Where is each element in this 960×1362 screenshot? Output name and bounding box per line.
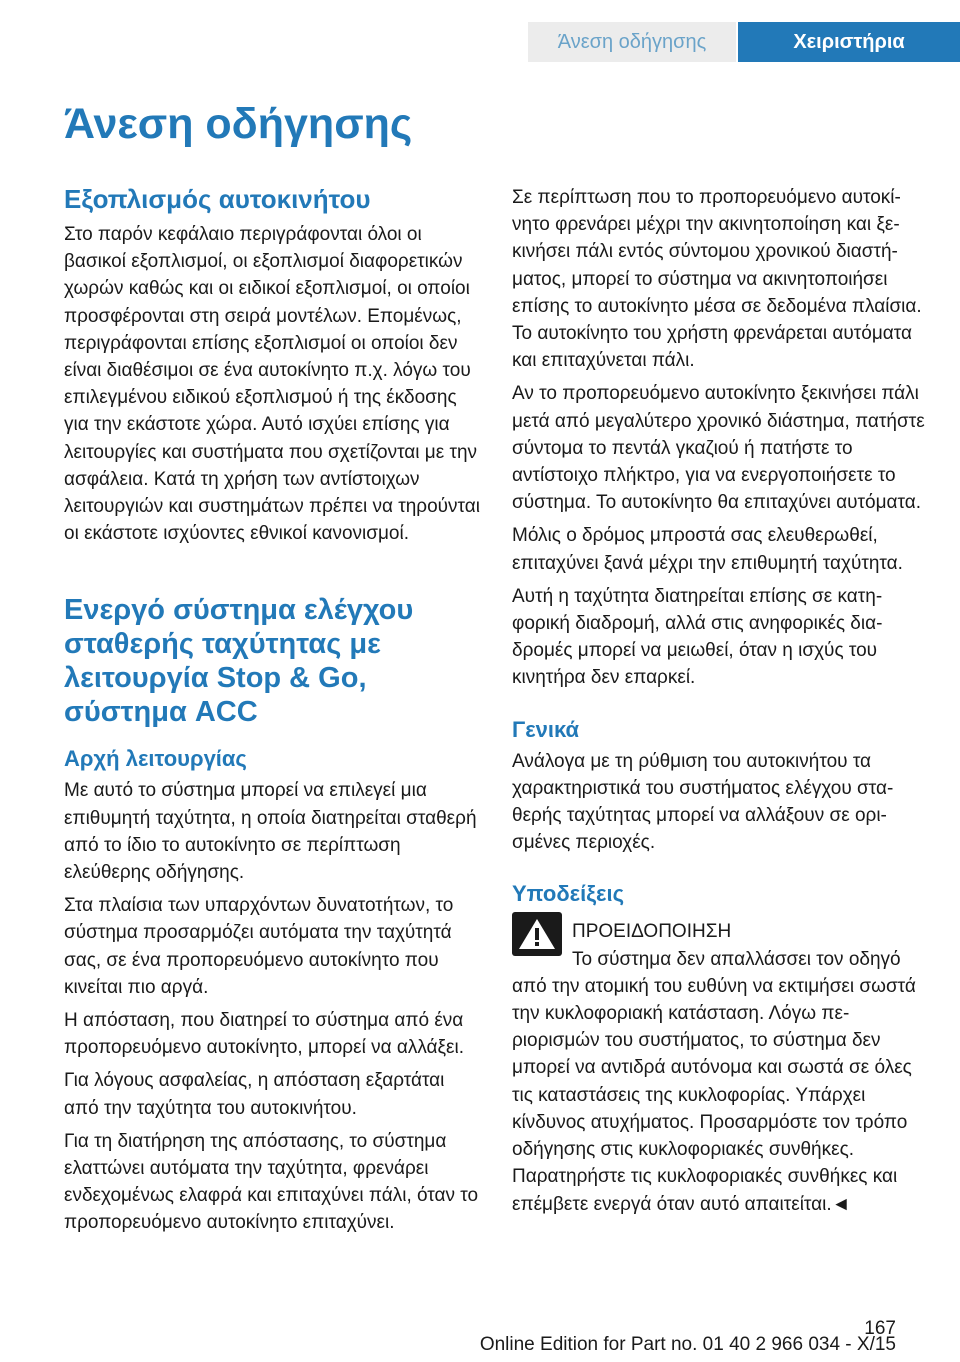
tab-section-comfort[interactable]: Άνεση οδήγησης [528,22,736,62]
equipment-text: Στο παρόν κεφάλαιο περιγράφονται όλοι οι βασικοί εξοπλισμοί, οι εξοπλισμοί διαφορετικών χωρών καθώς και οι ειδικοί εξοπλισμοί, οι οποίοι προσφέρονται στη σειρά μοντέλων. Επομένως, περιγράφονται επίσης εξοπλισμοί οι οποίοι δεν είναι διαθέσιμοι σε ένα αυτοκίνητο π.χ. λόγω του επιλεγμένου ειδικού εξοπλισμού ή της έκδοσης για την εκάστοτε χώρα. Αυτό ισχύει επίσης για λειτουργίες και συστήματα που σχετίζονται με την ασφάλεια. Κατά τη χρήση των αντίστοιχων λειτουργιών και συστημάτων πρέπει να τηρούνται οι εκάστοτε ισχύοντες εθνικοί κανονισμοί. [64,224,480,545]
warning-text: από την ατομική του ευθύνη να εκτιμήσει σωστά την κυκλοφοριακή κατάσταση. Λόγω περιορισμών του συστήματος, το σύστημα δεν μπορεί να αντιδρά αυτόνομα και σωστά σε όλες τις καταστάσεις της κυκλοφορίας. Υπάρχει κίνδυνος ατυχήματος. Προσαρμόστε τον τρόπο οδήγησης στις κυκλοφοριακές συνθήκες. Παρατηρήστε τις κυκλοφοριακές συνθήκες και επέμβετε ενεργά όταν αυτό απαιτείται.◄ [512,975,916,1215]
right-paragraph-1: Σε περίπτωση που το προπορευόμενο αυτοκίνητο φρενάρει μέχρι την ακινητοποίηση και ξεκινήσει πάλι εντός σύντομου χρονικού διαστήματος, μπορεί το σύστημα να ακινητοποιήσει επίσης το αυτοκίνητο μέσα σε δεδομένα πλαίσια. Το αυτοκίνητο του χρήστη φρενάρεται αυτόματα και επιταχύνεται πάλι. [512,187,922,372]
right-paragraph-4: Αυτή η ταχύτητα διατηρείται επίσης σε κατηφορική διαδρομή, αλλά στις ανηφορικές διαδρομές μπορεί να μειωθεί, όταν η ισχύς του κινητήρα δεν επαρκεί. [512,585,883,689]
right-paragraph-3: Μόλις ο δρόμος μπροστά σας ελευθερωθεί, επιταχύνει ξανά μέχρι την επιθυμητή ταχύτητα. [512,525,903,574]
right-paragraph-2: Αν το προπορευόμενο αυτοκίνητο ξεκινήσει πάλι μετά από μεγαλύτερο χρονικό διάστημα, πατήστε σύντομα το πεντάλ γκαζιού ή πατήστε το αντίστοιχο πλήκτρο, για να ενεργοποιήσετε το σύστημα. Το αυτοκίνητο θα επιταχύνει αυτόματα. [512,383,925,514]
principle-heading: Αρχή λειτουργίας [64,746,247,772]
acc-heading: Ενεργό σύστημα ελέγχου σταθερής ταχύτητας με λειτουργία Stop & Go, σύστημα ACC [64,594,414,729]
general-heading: Γενικά [512,716,580,742]
principle-paragraph-1: Με αυτό το σύστημα μπορεί να επιλεγεί μια επιθυμητή ταχύτητα, η οποία διατηρείται σταθερή από το ίδιο το αυτοκίνητο σε περίπτωση ελεύθερης οδήγησης. [64,780,477,884]
warning-block [512,912,930,972]
left-column [64,184,482,1243]
principle-paragraph-3: Η απόσταση, που διατηρεί το σύστημα από ένα προπορευόμενο αυτοκίνητο, μπορεί να αλλάξει. [64,1010,465,1059]
tab-controls[interactable]: Χειριστήρια [738,22,960,62]
notes-heading: Υποδείξεις [512,881,625,907]
warning-first-line: Το σύστημα δεν απαλλάσσει τον οδηγό [572,948,901,970]
equipment-heading: Εξοπλισμός αυτοκινήτου [64,184,371,214]
principle-paragraph-4: Για λόγους ασφαλείας, η απόσταση εξαρτάται από την ταχύτητα του αυτοκινήτου. [64,1070,445,1119]
right-column [512,184,930,1224]
edition-footer: Online Edition for Part no. 01 40 2 966 034 - X/15 [479,1334,896,1355]
page-title: Άνεση οδήγησης [64,100,413,148]
page-number: 167 [864,1318,896,1339]
principle-paragraph-5: Για τη διατήρηση της απόστασης, το σύστημα ελαττώνει αυτόματα την ταχύτητα, φρενάρει ενδεχομένως ελαφρά και επιταχύνει πάλι, όταν το προπορευόμενο αυτοκίνητο επιταχύνει. [64,1130,479,1234]
general-text: Ανάλογα με τη ρύθμιση του αυτοκινήτου τα χαρακτηριστικά του συστήματος ελέγχου σταθερής ταχύτητας μπορεί να αλλάξουν σε ορισμένες περιοχές. [512,750,894,854]
warning-label: ΠΡΟΕΙΔΟΠΟΙΗΣΗ [572,921,732,943]
principle-paragraph-2: Στα πλαίσια των υπαρχόντων δυνατοτήτων, το σύστημα προσαρμόζει αυτόματα την ταχύτητά σας, σε ένα προπορευόμενο αυτοκίνητο που κινείται πιο αργά. [64,895,454,998]
warning-triangle-icon [512,912,562,956]
